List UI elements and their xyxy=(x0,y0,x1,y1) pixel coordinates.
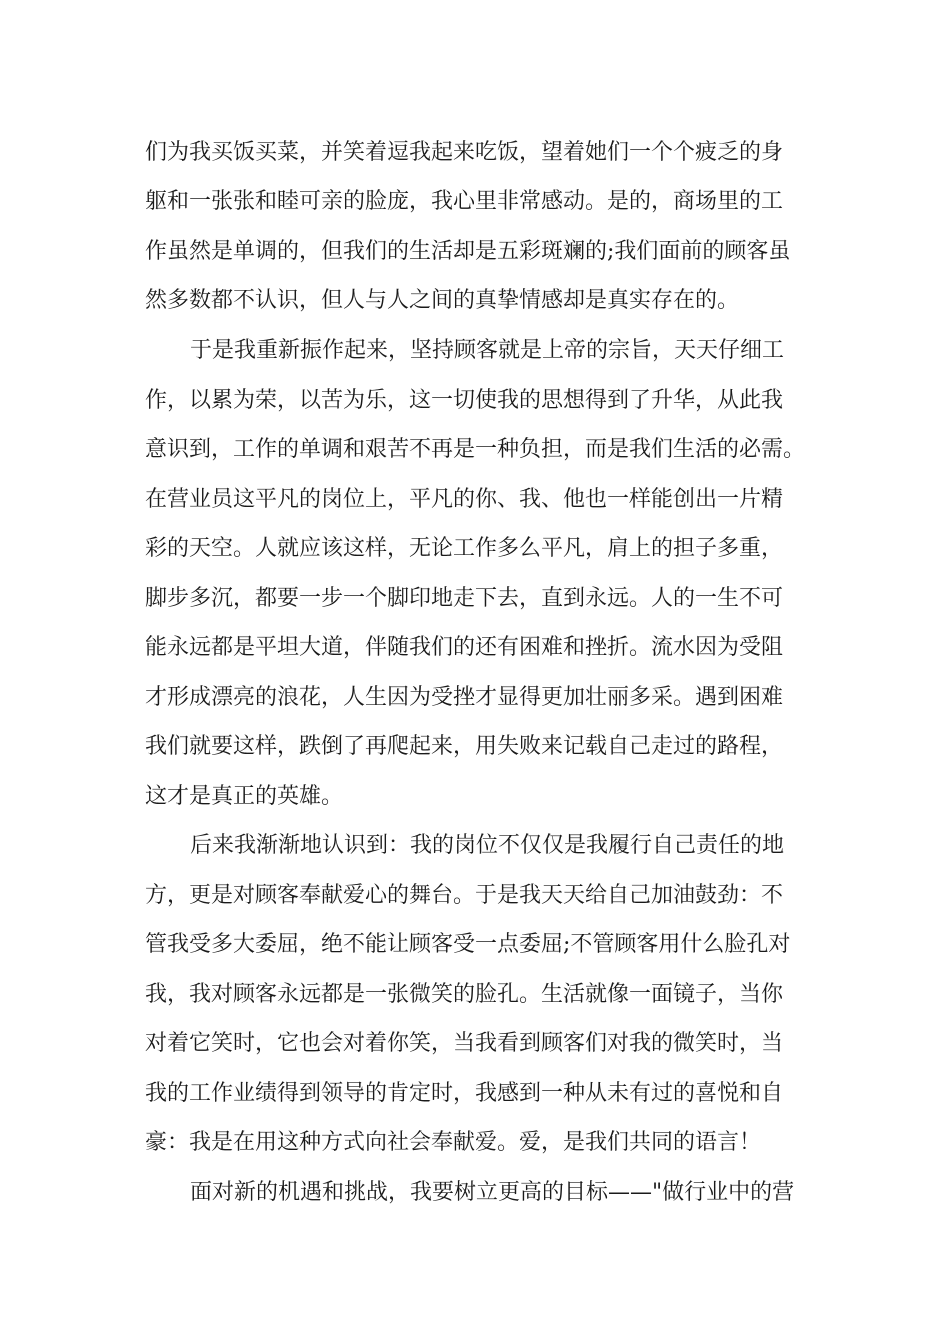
paragraph-first-line: 于是我重新振作起来，坚持顾客就是上帝的宗旨，天天仔细工 xyxy=(190,338,785,363)
text-line: 能永远都是平坦大道，伴随我们的还有困难和挫折。流水因为受阻 xyxy=(145,635,784,660)
text-line: 方，更是对顾客奉献爱心的舞台。于是我天天给自己加油鼓劲：不 xyxy=(145,883,784,908)
text-line: 对着它笑时，它也会对着你笑，当我看到顾客们对我的微笑时，当 xyxy=(145,1031,784,1056)
text-line: 彩的天空。人就应该这样，无论工作多么平凡，肩上的担子多重， xyxy=(145,536,784,561)
text-line: 我，我对顾客永远都是一张微笑的脸孔。生活就像一面镜子，当你 xyxy=(145,982,784,1007)
text-line: 我们就要这样，跌倒了再爬起来，用失败来记载自己走过的路程， xyxy=(145,734,784,759)
text-line: 意识到，工作的单调和艰苦不再是一种负担，而是我们生活的必需。 xyxy=(145,437,806,462)
text-line: 我的工作业绩得到领导的肯定时，我感到一种从未有过的喜悦和自 xyxy=(145,1081,784,1106)
text-line: 才形成漂亮的浪花，人生因为受挫才显得更加壮丽多采。遇到困难 xyxy=(145,685,784,710)
paragraph-first-line: 后来我渐渐地认识到：我的岗位不仅仅是我履行自己责任的地 xyxy=(190,833,785,858)
text-line: 管我受多大委屈，绝不能让顾客受一点委屈;不管顾客用什么脸孔对 xyxy=(145,932,791,957)
text-line: 然多数都不认识，但人与人之间的真挚情感却是真实存在的。 xyxy=(145,288,740,313)
text-line: 作虽然是单调的，但我们的生活却是五彩斑斓的;我们面前的顾客虽 xyxy=(145,239,791,264)
text-line: 在营业员这平凡的岗位上，平凡的你、我、他也一样能创出一片精 xyxy=(145,487,784,512)
text-line: 这才是真正的英雄。 xyxy=(145,784,344,809)
text-line: 脚步多沉，都要一步一个脚印地走下去，直到永远。人的一生不可 xyxy=(145,586,784,611)
text-line: 作，以累为荣，以苦为乐，这一切使我的思想得到了升华，从此我 xyxy=(145,388,784,413)
text-line: 豪：我是在用这种方式向社会奉献爱。爱，是我们共同的语言！ xyxy=(145,1130,762,1155)
text-line: 们为我买饭买菜，并笑着逗我起来吃饭，望着她们一个个疲乏的身 xyxy=(145,140,784,165)
paragraph-first-line: 面对新的机遇和挑战，我要树立更高的目标——"做行业中的营 xyxy=(190,1180,795,1205)
text-line: 躯和一张张和睦可亲的脸庞，我心里非常感动。是的，商场里的工 xyxy=(145,189,784,214)
